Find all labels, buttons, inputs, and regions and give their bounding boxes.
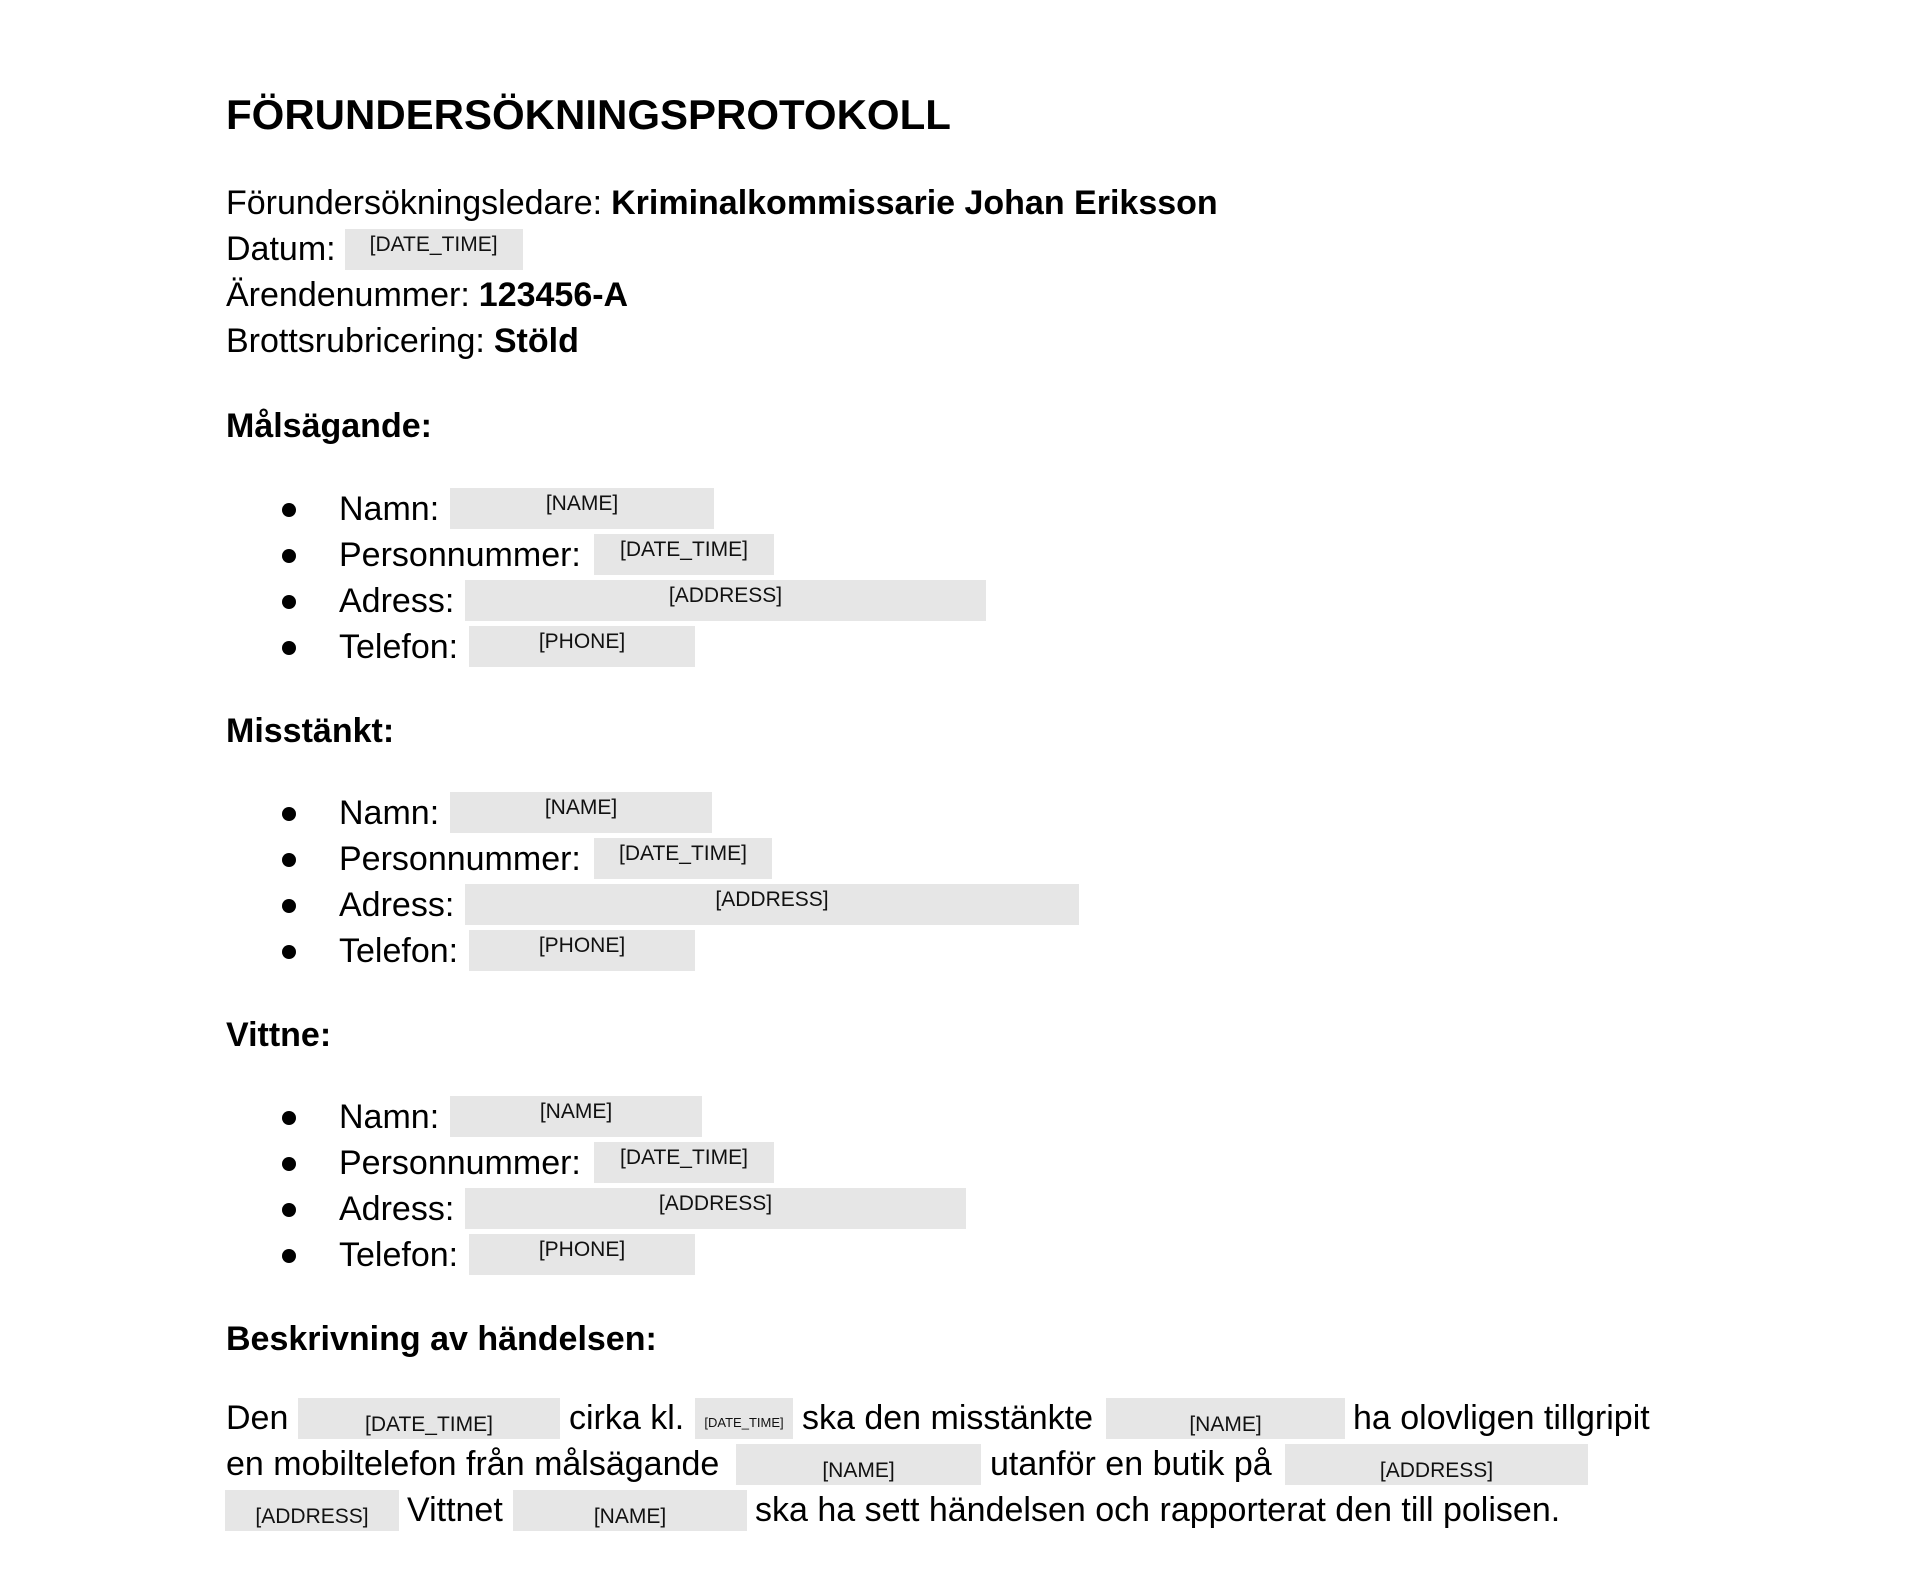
time-redaction: [DATE_TIME] <box>695 1398 793 1439</box>
phone-redaction: [PHONE] <box>469 626 695 667</box>
list-item <box>226 486 1426 532</box>
pnr-label: Personnummer: <box>339 840 581 878</box>
address-redaction: [ADDRESS] <box>465 884 1079 925</box>
pnr-redaction: [DATE_TIME] <box>594 534 774 575</box>
name-redaction: [NAME] <box>450 488 714 529</box>
bullet-icon <box>282 549 296 563</box>
address-label: Adress: <box>339 582 455 620</box>
list-item <box>226 1140 1426 1186</box>
paragraph-text: ha olovligen tillgripit <box>1353 1399 1650 1437</box>
list-item <box>226 882 1426 928</box>
pnr-redaction: [DATE_TIME] <box>594 1142 774 1183</box>
pnr-label: Personnummer: <box>339 536 581 574</box>
bullet-icon <box>282 945 296 959</box>
list-item <box>226 624 1426 670</box>
paragraph-line <box>226 1396 1726 1442</box>
phone-label: Telefon: <box>339 932 459 970</box>
phone-redaction: [PHONE] <box>469 1234 695 1275</box>
phone-label: Telefon: <box>339 628 459 666</box>
witness-list <box>226 1094 1426 1278</box>
list-item <box>226 790 1426 836</box>
address-label: Adress: <box>339 886 455 924</box>
paragraph-text: ska den misstänkte <box>802 1399 1094 1437</box>
address-redaction: [ADDRESS] <box>1285 1444 1588 1485</box>
case-number-row <box>226 272 1218 318</box>
bullet-icon <box>282 1157 296 1171</box>
paragraph-text: utanför en butik på <box>990 1445 1272 1483</box>
bullet-icon <box>282 1203 296 1217</box>
name-label: Namn: <box>339 490 440 528</box>
case-number-value: 123456-A <box>478 276 629 314</box>
name-redaction: [NAME] <box>513 1490 747 1531</box>
list-item <box>226 532 1426 578</box>
list-item <box>226 1232 1426 1278</box>
list-item <box>226 1094 1426 1140</box>
list-item <box>226 836 1426 882</box>
name-label: Namn: <box>339 1098 440 1136</box>
name-redaction: [NAME] <box>736 1444 981 1485</box>
bullet-icon <box>282 503 296 517</box>
document-title: FÖRUNDERSÖKNINGSPROTOKOLL <box>226 91 951 138</box>
paragraph-line <box>226 1442 1726 1488</box>
paragraph-text: ska ha sett händelsen och rapporterat den till polisen. <box>755 1491 1561 1529</box>
bullet-icon <box>282 595 296 609</box>
crime-value: Stöld <box>493 322 579 360</box>
bullet-icon <box>282 807 296 821</box>
case-number-label: Ärendenummer: <box>226 276 470 314</box>
bullet-icon <box>282 1111 296 1125</box>
date-row <box>226 226 1218 272</box>
bullet-icon <box>282 853 296 867</box>
plaintiff-list <box>226 486 1426 670</box>
name-redaction: [NAME] <box>450 1096 702 1137</box>
suspect-list <box>226 790 1426 974</box>
case-metadata <box>226 180 1218 364</box>
crime-label: Brottsrubricering: <box>226 322 485 360</box>
suspect-heading: Misstänkt: <box>226 712 395 750</box>
paragraph-text: Vittnet <box>407 1491 503 1529</box>
address-redaction: [ADDRESS] <box>225 1490 399 1531</box>
date-redaction: [DATE_TIME] <box>345 229 523 270</box>
bullet-icon <box>282 641 296 655</box>
phone-label: Telefon: <box>339 1236 459 1274</box>
address-redaction: [ADDRESS] <box>465 580 986 621</box>
crime-row <box>226 318 1218 364</box>
pnr-redaction: [DATE_TIME] <box>594 838 772 879</box>
list-item <box>226 928 1426 974</box>
witness-heading: Vittne: <box>226 1016 332 1054</box>
name-redaction: [NAME] <box>450 792 712 833</box>
address-label: Adress: <box>339 1190 455 1228</box>
leader-row <box>226 180 1218 226</box>
bullet-icon <box>282 1249 296 1263</box>
name-redaction: [NAME] <box>1106 1398 1345 1439</box>
date-label: Datum: <box>226 230 336 268</box>
date-redaction: [DATE_TIME] <box>298 1398 560 1439</box>
leader-value: Kriminalkommissarie Johan Eriksson <box>611 184 1218 222</box>
paragraph-text: cirka kl. <box>569 1399 685 1437</box>
list-item <box>226 1186 1426 1232</box>
list-item <box>226 578 1426 624</box>
phone-redaction: [PHONE] <box>469 930 695 971</box>
paragraph-text: en mobiltelefon från målsägande <box>226 1445 720 1483</box>
paragraph-text: Den <box>226 1399 289 1437</box>
pnr-label: Personnummer: <box>339 1144 581 1182</box>
plaintiff-heading: Målsägande: <box>226 407 432 445</box>
bullet-icon <box>282 899 296 913</box>
paragraph-line <box>226 1488 1726 1534</box>
name-label: Namn: <box>339 794 440 832</box>
description-heading: Beskrivning av händelsen: <box>226 1320 657 1358</box>
leader-label: Förundersökningsledare: <box>226 184 603 222</box>
description-paragraph <box>226 1396 1726 1534</box>
address-redaction: [ADDRESS] <box>465 1188 966 1229</box>
